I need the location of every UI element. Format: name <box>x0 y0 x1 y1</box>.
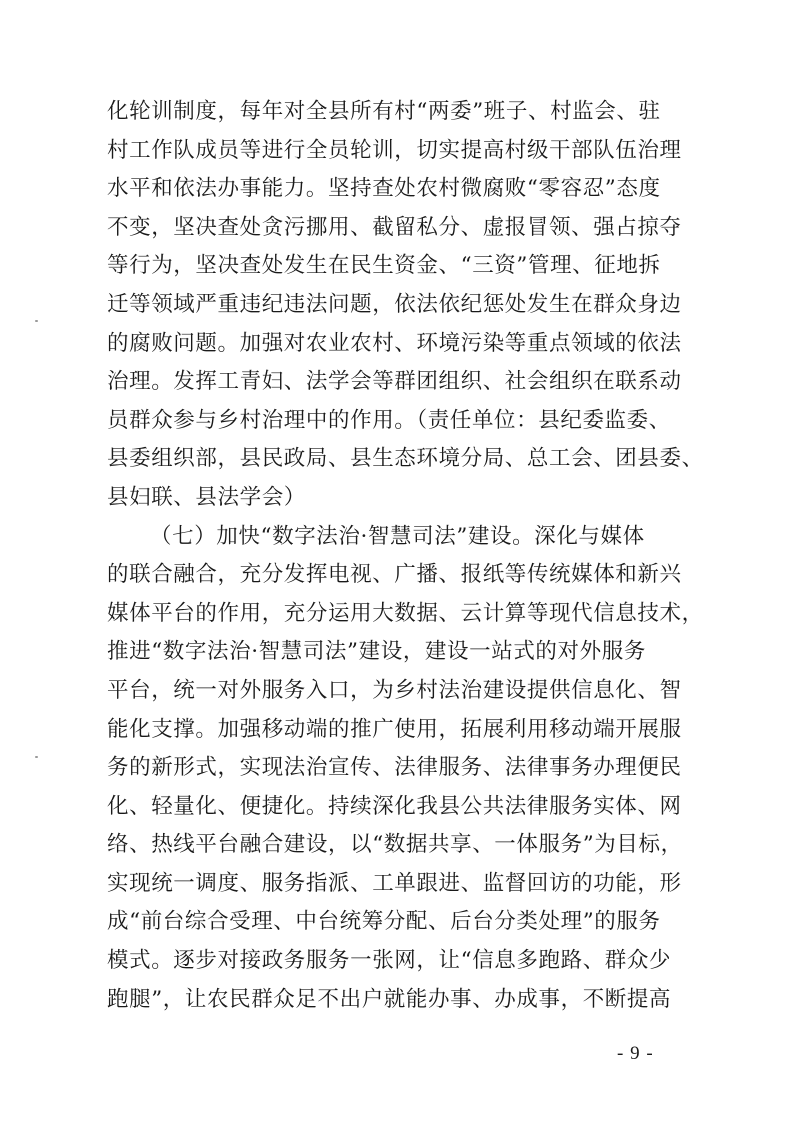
text-line: 县妇联、县法学会） <box>107 484 306 510</box>
text-line: 平台，统一对外服务入口，为乡村法治建设提供信息化、智 <box>107 677 682 703</box>
text-line: 村工作队成员等进行全员轮训，切实提高村级干部队伍治理 <box>107 137 682 163</box>
text-line: 县委组织部，县民政局、县生态环境分局、总工会、团县委、 <box>107 446 704 472</box>
text-line: 水平和依法办事能力。坚持查处农村微腐败“零容忍”态度 <box>107 176 661 202</box>
body-text <box>107 93 704 1019</box>
text-line: 络、热线平台融合建设，以“数据共享、一体服务”为目标， <box>107 832 683 858</box>
text-line: 迁等领域严重违纪违法问题，依法依纪惩处发生在群众身边 <box>107 291 682 317</box>
text-line: 不变，坚决查处贪污挪用、截留私分、虚报冒领、强占掠夺 <box>107 214 682 240</box>
text-line: 实现统一调度、服务指派、工单跟进、监督回访的功能，形 <box>107 870 682 896</box>
text-line: 化轮训制度，每年对全县所有村“两委”班子、村监会、驻 <box>107 99 661 124</box>
text-line: 成“前台综合受理、中台统筹分配、后台分类处理”的服务 <box>107 909 661 935</box>
text-line: 务的新形式，实现法治宣传、法律服务、法律事务办理便民 <box>107 755 682 781</box>
text-line: 媒体平台的作用，充分运用大数据、云计算等现代信息技术， <box>107 600 704 626</box>
text-line: 治理。发挥工青妇、法学会等群团组织、社会组织在联系动 <box>107 369 682 395</box>
text-line: 化、轻量化、便捷化。持续深化我县公共法律服务实体、网 <box>107 793 682 819</box>
text-line: 的联合融合，充分发挥电视、广播、报纸等传统媒体和新兴 <box>107 562 682 588</box>
text-line: 模式。逐步对接政务服务一张网，让“信息多跑路、群众少 <box>107 948 672 974</box>
page-number: - 9 - <box>617 1043 654 1064</box>
text-line: 能化支撑。加强移动端的推广使用，拓展利用移动端开展服 <box>107 716 682 742</box>
section-heading-line: （七）加快“数字法治·智慧司法”建设。深化与媒体 <box>150 523 645 549</box>
text-line: 推进“数字法治·智慧司法”建设，建设一站式的对外服务 <box>107 639 646 665</box>
scan-mark <box>35 756 38 758</box>
text-line: 员群众参与乡村治理中的作用。（责任单位：县纪委监委、 <box>107 407 671 433</box>
text-line: 的腐败问题。加强对农业农村、环境污染等重点领域的依法 <box>107 330 682 356</box>
scan-mark <box>35 320 38 322</box>
text-line: 跑腿”，让农民群众足不出户就能办事、办成事，不断提高 <box>107 986 672 1012</box>
text-line: 等行为，坚决查处发生在民生资金、“三资”管理、征地拆 <box>107 253 661 279</box>
